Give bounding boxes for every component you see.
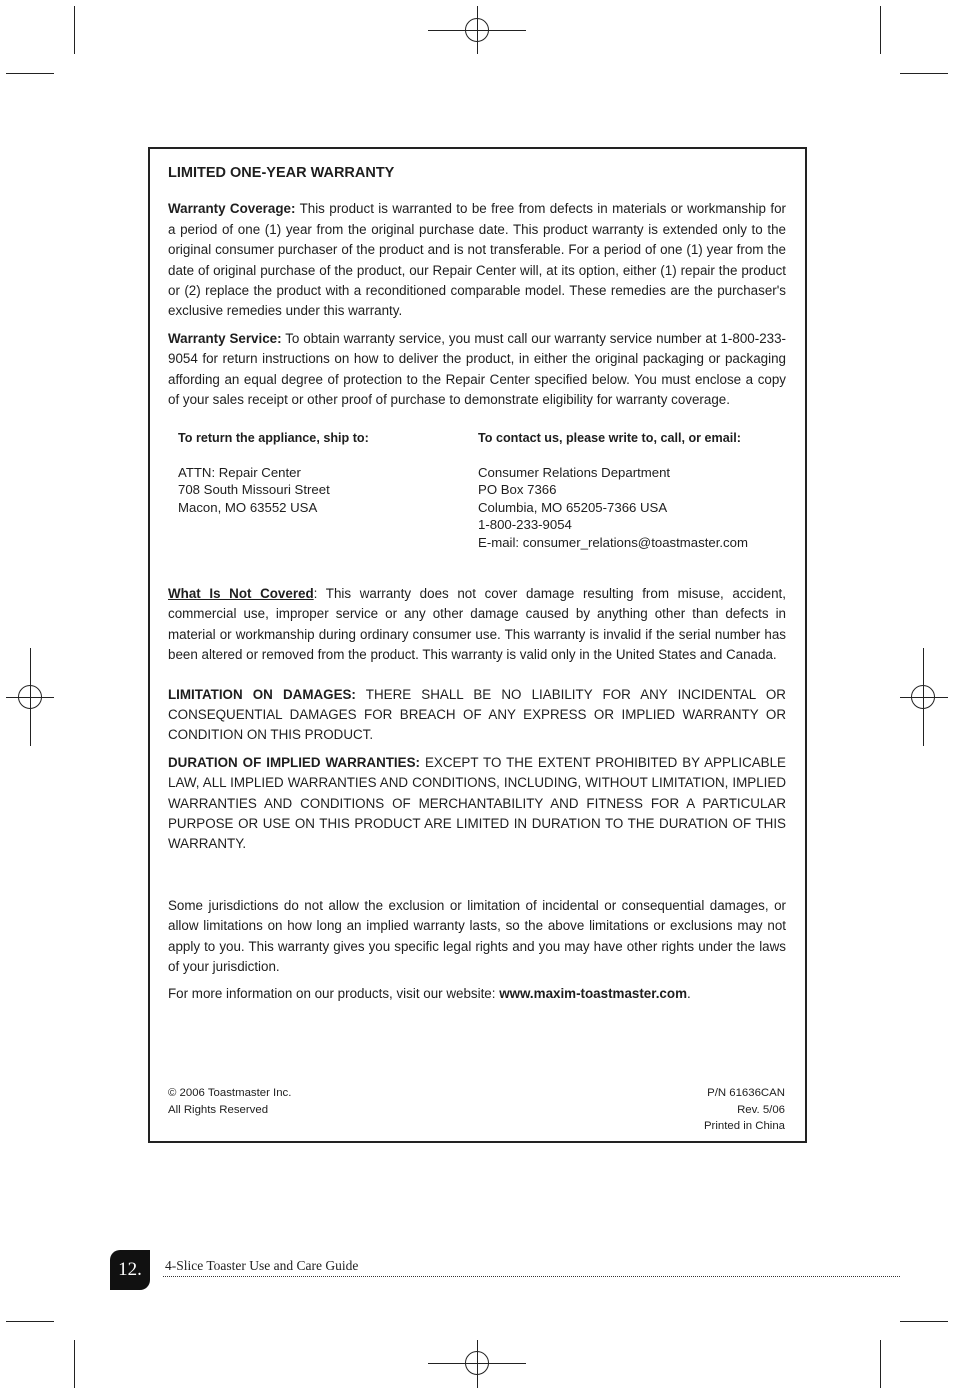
part-number: P/N 61636CAN	[707, 1087, 785, 1099]
printed-in: Printed in China	[703, 1120, 785, 1132]
website-link[interactable]: www.maxim-toastmaster.com	[499, 986, 687, 1002]
crop-mark	[6, 73, 54, 74]
service-label: Warranty Service:	[168, 330, 282, 346]
crop-mark	[74, 6, 75, 54]
part-number-block	[704, 1085, 785, 1135]
panel-footer	[168, 1085, 785, 1135]
dotted-rule	[163, 1276, 900, 1277]
limitation-text: THERE SHALL BE NO LIABILITY FOR ANY INCIDENTAL OR CONSEQUENTIAL DAMAGES FOR BREACH OF ANY EXPRESS OR IMPLIED WARRANTY OR CONDITION ON THIS PRODUCT.	[168, 686, 786, 743]
crop-mark	[900, 73, 948, 74]
not-covered-label: What Is Not Covered	[168, 585, 314, 601]
warranty-title: LIMITED ONE-YEAR WARRANTY	[168, 165, 395, 181]
warranty-panel	[148, 147, 807, 1143]
contact-heading: To contact us, please write to, call, or email:	[478, 431, 741, 446]
ship-to-block	[178, 430, 478, 550]
contact-block	[478, 430, 786, 550]
copyright-block	[168, 1085, 291, 1135]
address-columns	[178, 430, 786, 550]
contact-line: 1-800-233-9054	[478, 517, 572, 533]
not-covered-text: : This warranty does not cover damage resulting from misuse, accident, commercial use, improper service or any other damage caused by anything other than defects in material or workmanship during ordinary consumer use. This warranty is invalid if the serial number has been altered or removed from the product. This warranty is valid only in the United States and Canada.	[168, 585, 786, 663]
duration-paragraph	[168, 753, 786, 855]
ship-heading: To return the appliance, ship to:	[178, 431, 369, 446]
ship-line: 708 South Missouri Street	[178, 482, 330, 498]
limitation-label: LIMITATION ON DAMAGES:	[168, 686, 356, 702]
ship-line: ATTN: Repair Center	[178, 464, 301, 480]
crop-mark	[74, 1340, 75, 1388]
warranty-content	[168, 163, 786, 1012]
contact-line: Columbia, MO 65205-7366 USA	[478, 499, 668, 515]
website-prefix: For more information on our products, visit our website:	[168, 986, 500, 1002]
service-text: To obtain warranty service, you must call our warranty service number at 1-800-233-9054 for return instructions on how to deliver the product, in either the original packaging or packaging affording an equal degree of protection to the Repair Center specified below. You must enclose a copy of your sales receipt or other proof of purchase to demonstrate eligibility for warranty coverage.	[168, 330, 786, 408]
website-paragraph	[168, 984, 786, 1004]
crop-mark	[880, 1340, 881, 1388]
copyright-text: © 2006 Toastmaster Inc.	[168, 1087, 292, 1099]
service-paragraph	[168, 329, 786, 411]
revision: Rev. 5/06	[737, 1103, 785, 1116]
contact-line: PO Box 7366	[478, 482, 557, 498]
registration-mark-icon	[911, 685, 935, 709]
jurisdictions-paragraph: Some jurisdictions do not allow the exclusion or limitation of incidental or consequential damages, or allow limitations on how long an implied warranty lasts, so the above limitations or exclusions may not apply to you. This warranty gives you specific legal rights and you may have other rights under the laws of your jurisdiction.	[168, 897, 786, 974]
coverage-label: Warranty Coverage:	[168, 201, 296, 217]
registration-mark-icon	[18, 685, 42, 709]
crop-mark	[6, 1321, 54, 1322]
contact-email: E-mail: consumer_relations@toastmaster.com	[478, 534, 748, 550]
guide-title: 4-Slice Toaster Use and Care Guide	[165, 1258, 359, 1273]
limitation-paragraph	[168, 685, 786, 746]
website-suffix: .	[686, 986, 691, 1002]
coverage-paragraph	[168, 199, 786, 321]
rights-text: All Rights Reserved	[168, 1103, 269, 1116]
duration-label: DURATION OF IMPLIED WARRANTIES:	[168, 754, 420, 770]
registration-mark-icon	[465, 1351, 489, 1375]
ship-line: Macon, MO 63552 USA	[178, 499, 318, 515]
crop-mark	[880, 6, 881, 54]
crop-mark	[900, 1321, 948, 1322]
not-covered-paragraph	[168, 584, 786, 666]
registration-mark-icon	[465, 18, 489, 42]
coverage-text: This product is warranted to be free from defects in materials or workmanship for a period of one (1) year from the original purchase date. This product warranty is extended only to the original consumer purchaser of the product and is not transferable. For a period of one (1) year from the date of original purchase of the product, our Repair Center will, at its option, either (1) repair the product or (2) replace the product with a reconditioned comparable model. These remedies are the purchaser's exclusive remedies under this warranty.	[168, 201, 786, 319]
duration-text: EXCEPT TO THE EXTENT PROHIBITED BY APPLICABLE LAW, ALL IMPLIED WARRANTIES AND CONDITIONS, INCLUDING, WITHOUT LIMITATION, IMPLIED WARRANTIES AND CONDITIONS OF MERCHANTABILITY AND FITNESS FOR A PARTICULAR PURPOSE OR USE ON THIS PRODUCT ARE LIMITED IN DURATION TO THE DURATION OF THIS WARRANTY.	[168, 754, 786, 852]
contact-line: Consumer Relations Department	[478, 464, 671, 480]
page-number-badge: 12.	[110, 1250, 150, 1290]
